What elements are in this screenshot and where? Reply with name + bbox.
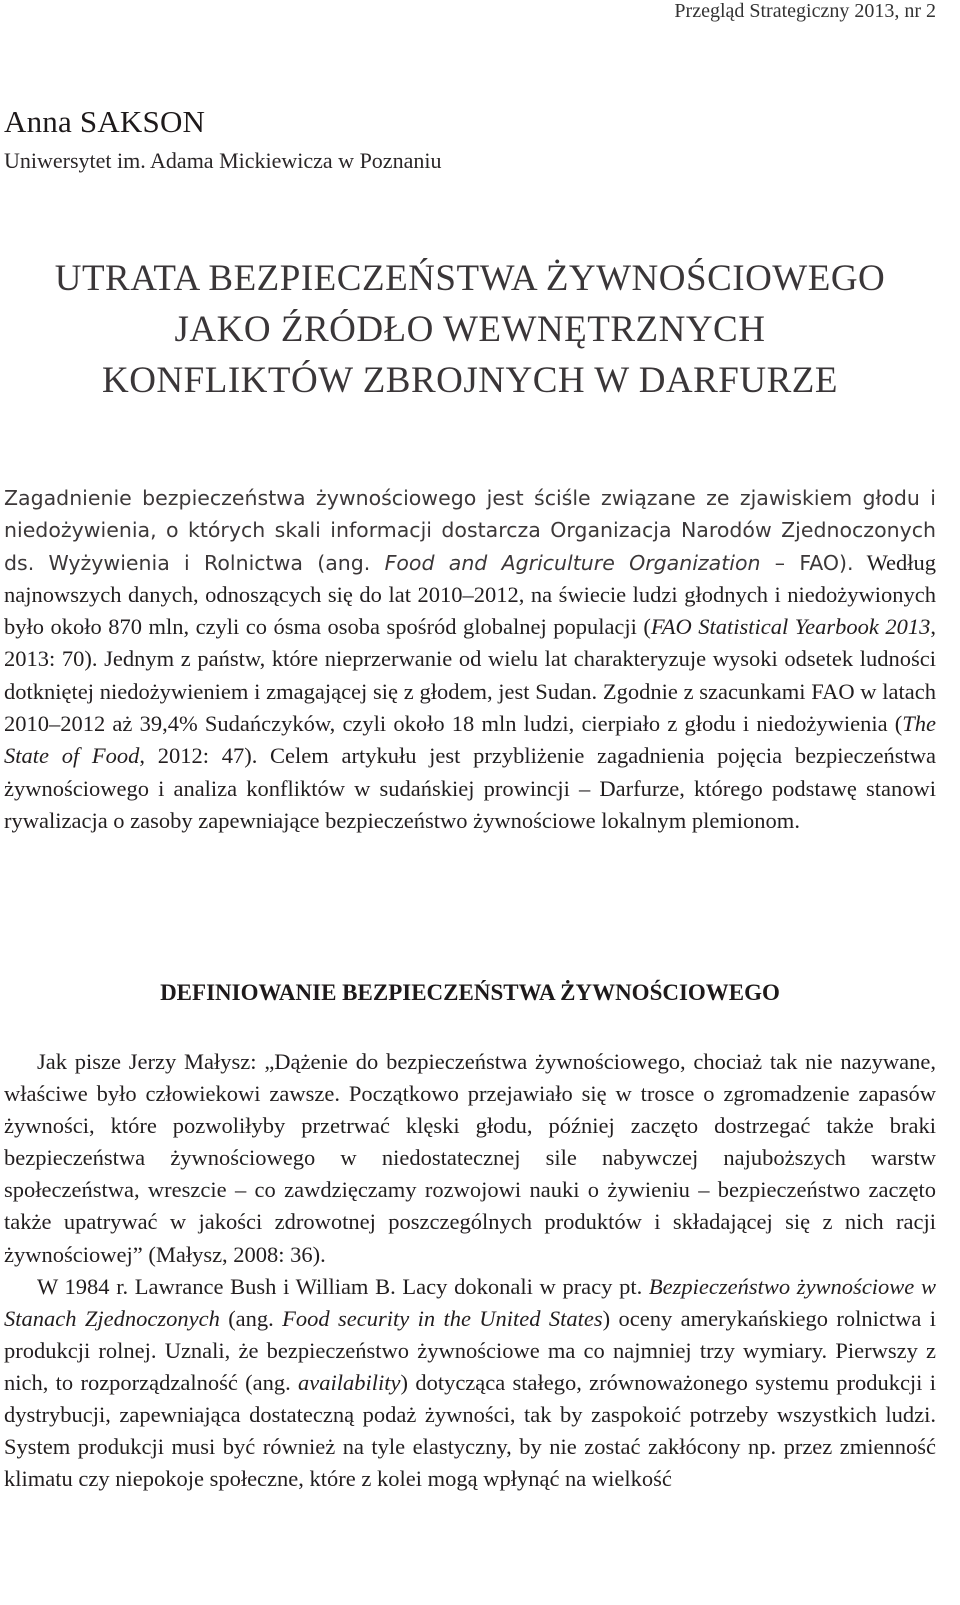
- body-italic: availability: [298, 1369, 401, 1395]
- section-heading: DEFINIOWANIE BEZPIECZEŃSTWA ŻYWNOŚCIOWEGO: [160, 980, 780, 1005]
- article-title: [4, 253, 936, 406]
- abstract-text: Według najnowszych danych, odnoszących się do lat 2010–2012, na świecie ludzi głodnych i niedożywionych było około 870 mln, czyli co ósma osoba spośród globalnej populacji (: [4, 549, 936, 640]
- body-italic: Food security in the United States: [282, 1305, 603, 1331]
- abstract: [4, 482, 936, 837]
- abstract-text: Zagadnienie bezpieczeństwa żywnościowego jest ściśle związane ze zjawiskiem głodu i niedożywienia, o których skali informacji dostarcza Organizacja Narodów Zjednoczonych ds. Wyżywienia i Rolnictwa (ang.: [4, 486, 936, 575]
- abstract-text: , 2012: 47). Celem artykułu jest przybliżenie zagadnienia pojęcia bezpieczeństwa żywnościowego i analiza konfliktów w sudańskiej prowincji – Darfurze, którego podstawę stanowi rywalizacja o zasoby zapewniające bezpieczeństwo żywnościowe lokalnym plemionom.: [4, 743, 936, 833]
- abstract-italic: FAO Statistical Yearbook 2013: [650, 614, 931, 640]
- body-italic: Bezpieczeństwo żywnościowe w Stanach Zjednoczonych: [4, 1273, 936, 1331]
- abstract-text: – FAO).: [760, 550, 854, 575]
- body-text-run: ) oceny amerykańskiego rolnictwa i produkcji rolnej. Uznali, że bezpieczeństwo żywnościowe ma co najmniej trzy wymiary. Pierwszy z nich, to rozporządzalność (ang.: [4, 1305, 936, 1395]
- body-text: [4, 1046, 936, 1495]
- title-line: UTRATA BEZPIECZEŃSTWA ŻYWNOŚCIOWEGO: [54, 258, 886, 299]
- running-header: Przegląd Strategiczny 2013, nr 2: [674, 0, 936, 22]
- article-page: [4, 0, 936, 1605]
- title-line: JAKO ŹRÓDŁO WEWNĘTRZNYCH: [174, 309, 766, 350]
- author-affiliation: Uniwersytet im. Adama Mickiewicza w Poznaniu: [4, 148, 442, 173]
- abstract-italic: Food and Agriculture Organization: [384, 550, 761, 575]
- body-paragraph: Jak pisze Jerzy Małysz: „Dążenie do bezpieczeństwa żywnościowego, chociaż tak nie nazywane, właściwe było człowiekowi zawsze. Początkowo przejawiało się w trosce o zgromadzenie zapasów żywności, które pozwoliłyby przetrwać klęski głodu, później zaczęto dostrzegać także braki bezpieczeństwa żywnościowego w niedostatecznej sile nabywczej najuboższych warstw społeczeństwa, wreszcie – co zawdzięczamy rozwojowi nauki o żywieniu – bezpieczeństwo zaczęto także upatrywać w jakości zdrowotnej poszczególnych produktów i składającej się z nich racji żywnościowej” (Małysz, 2008: 36).: [4, 1049, 936, 1267]
- body-text-run: W 1984 r. Lawrance Bush i William B. Lacy dokonali w pracy pt.: [37, 1273, 649, 1299]
- body-text-run: ) dotycząca stałego, zrównoważonego systemu produkcji i dystrybucji, zapewniająca dostateczną podaż żywności, tak by zaspokoić potrzeby wszystkich ludzi. System produkcji musi być również na tyle elastyczny, by nie zostać zakłócony np. przez zmienność klimatu czy niepokoje społeczne, które z kolei mogą wpłynąć na wielkość: [4, 1369, 936, 1492]
- abstract-italic: The State of Food: [4, 711, 936, 769]
- abstract-text: , 2013: 70). Jednym z państw, które nieprzerwanie od wielu lat charakteryzuje wysoki odsetek ludności dotkniętej niedożywieniem i zmagającej się z głodem, jest Sudan. Zgodnie z szacunkami FAO w latach 2010–2012 aż 39,4% Sudańczyków, czyli około 18 mln ludzi, cierpiało z głodu i niedożywienia (: [4, 614, 937, 737]
- author-name: Anna SAKSON: [4, 104, 206, 139]
- body-text-run: (ang.: [219, 1305, 283, 1331]
- title-line: KONFLIKTÓW ZBROJNYCH W DARFURZE: [101, 360, 838, 401]
- body-paragraph: [4, 1271, 936, 1496]
